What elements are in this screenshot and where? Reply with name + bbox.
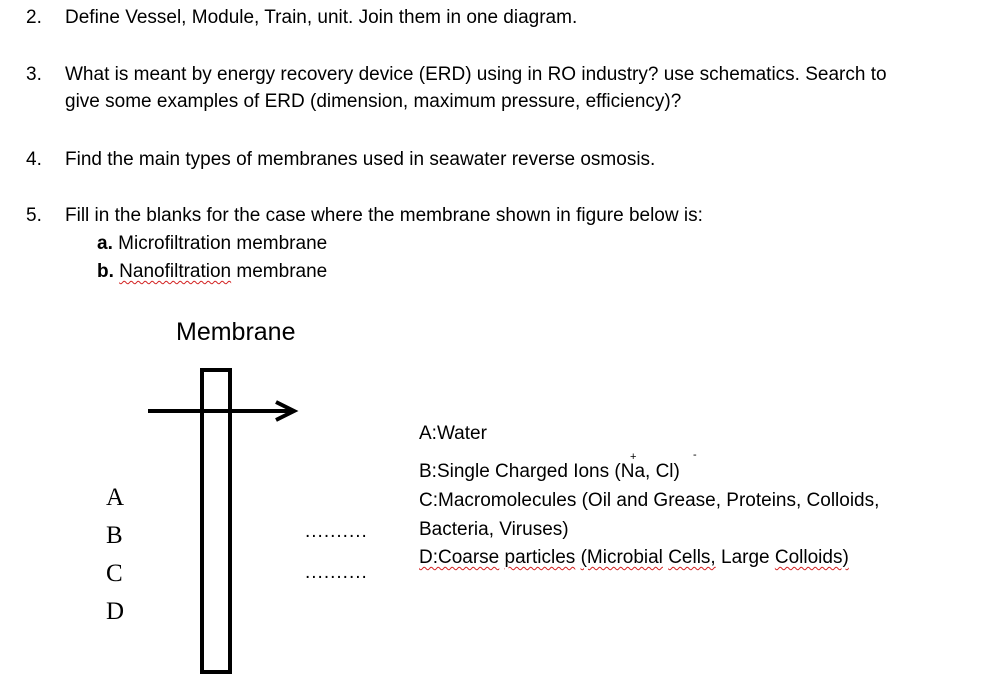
legend-c-line-2: Bacteria, Viruses) [419,519,569,540]
letter-d: D [106,598,125,625]
legend-a: A:Water [419,423,487,444]
minus-superscript: - [693,449,697,461]
spellcheck-word: (Microbial [580,547,663,568]
question-number: 5. [26,205,42,226]
legend-b-text: B:Single Charged Ions (Na [419,461,646,482]
sub-item-b [97,259,327,285]
letter-b: B [106,522,123,549]
plus-superscript: + [630,451,637,463]
spellcheck-word: Cells, [668,547,716,568]
question-text: Fill in the blanks for the case where the membrane shown in figure below is: [65,205,703,226]
sub-item-marker: b. [97,261,114,282]
blank-line-1: .......... [305,521,368,542]
question-text: Define Vessel, Module, Train, unit. Join them in one diagram. [65,7,578,28]
question-text-line-2: give some examples of ERD (dimension, maximum pressure, efficiency)? [65,91,682,112]
sub-item-text: Microfiltration membrane [118,233,328,254]
legend-c-line-1: C:Macromolecules (Oil and Grease, Proteins, Colloids, [419,490,880,511]
question-number: 4. [26,149,42,170]
legend-b [419,459,680,485]
membrane-rectangle [202,370,230,672]
letter-a: A [106,484,125,511]
blank-line-2: .......... [305,562,368,583]
question-text: Find the main types of membranes used in seawater reverse osmosis. [65,149,656,170]
membrane-diagram [140,360,460,680]
sub-item-marker: a. [97,233,113,254]
letter-c: C [106,560,123,587]
question-number: 2. [26,7,42,28]
legend-b-sep: , Cl [645,461,674,482]
legend-d-text: Large [715,547,775,568]
question-number: 3. [26,64,42,85]
sub-item-a [97,231,327,257]
question-text-line-1: What is meant by energy recovery device (ERD) using in RO industry? use schematics. Search to [65,64,887,85]
spellcheck-word: particles [504,547,576,568]
spellcheck-word: D:Coarse [419,547,500,568]
membrane-title: Membrane [176,318,296,346]
spellcheck-word: Nanofiltration [119,261,232,282]
legend-b-end: ) [673,461,680,482]
sub-item-text: membrane [236,261,328,282]
spellcheck-word: Colloids) [774,547,849,568]
legend-d [419,545,849,571]
